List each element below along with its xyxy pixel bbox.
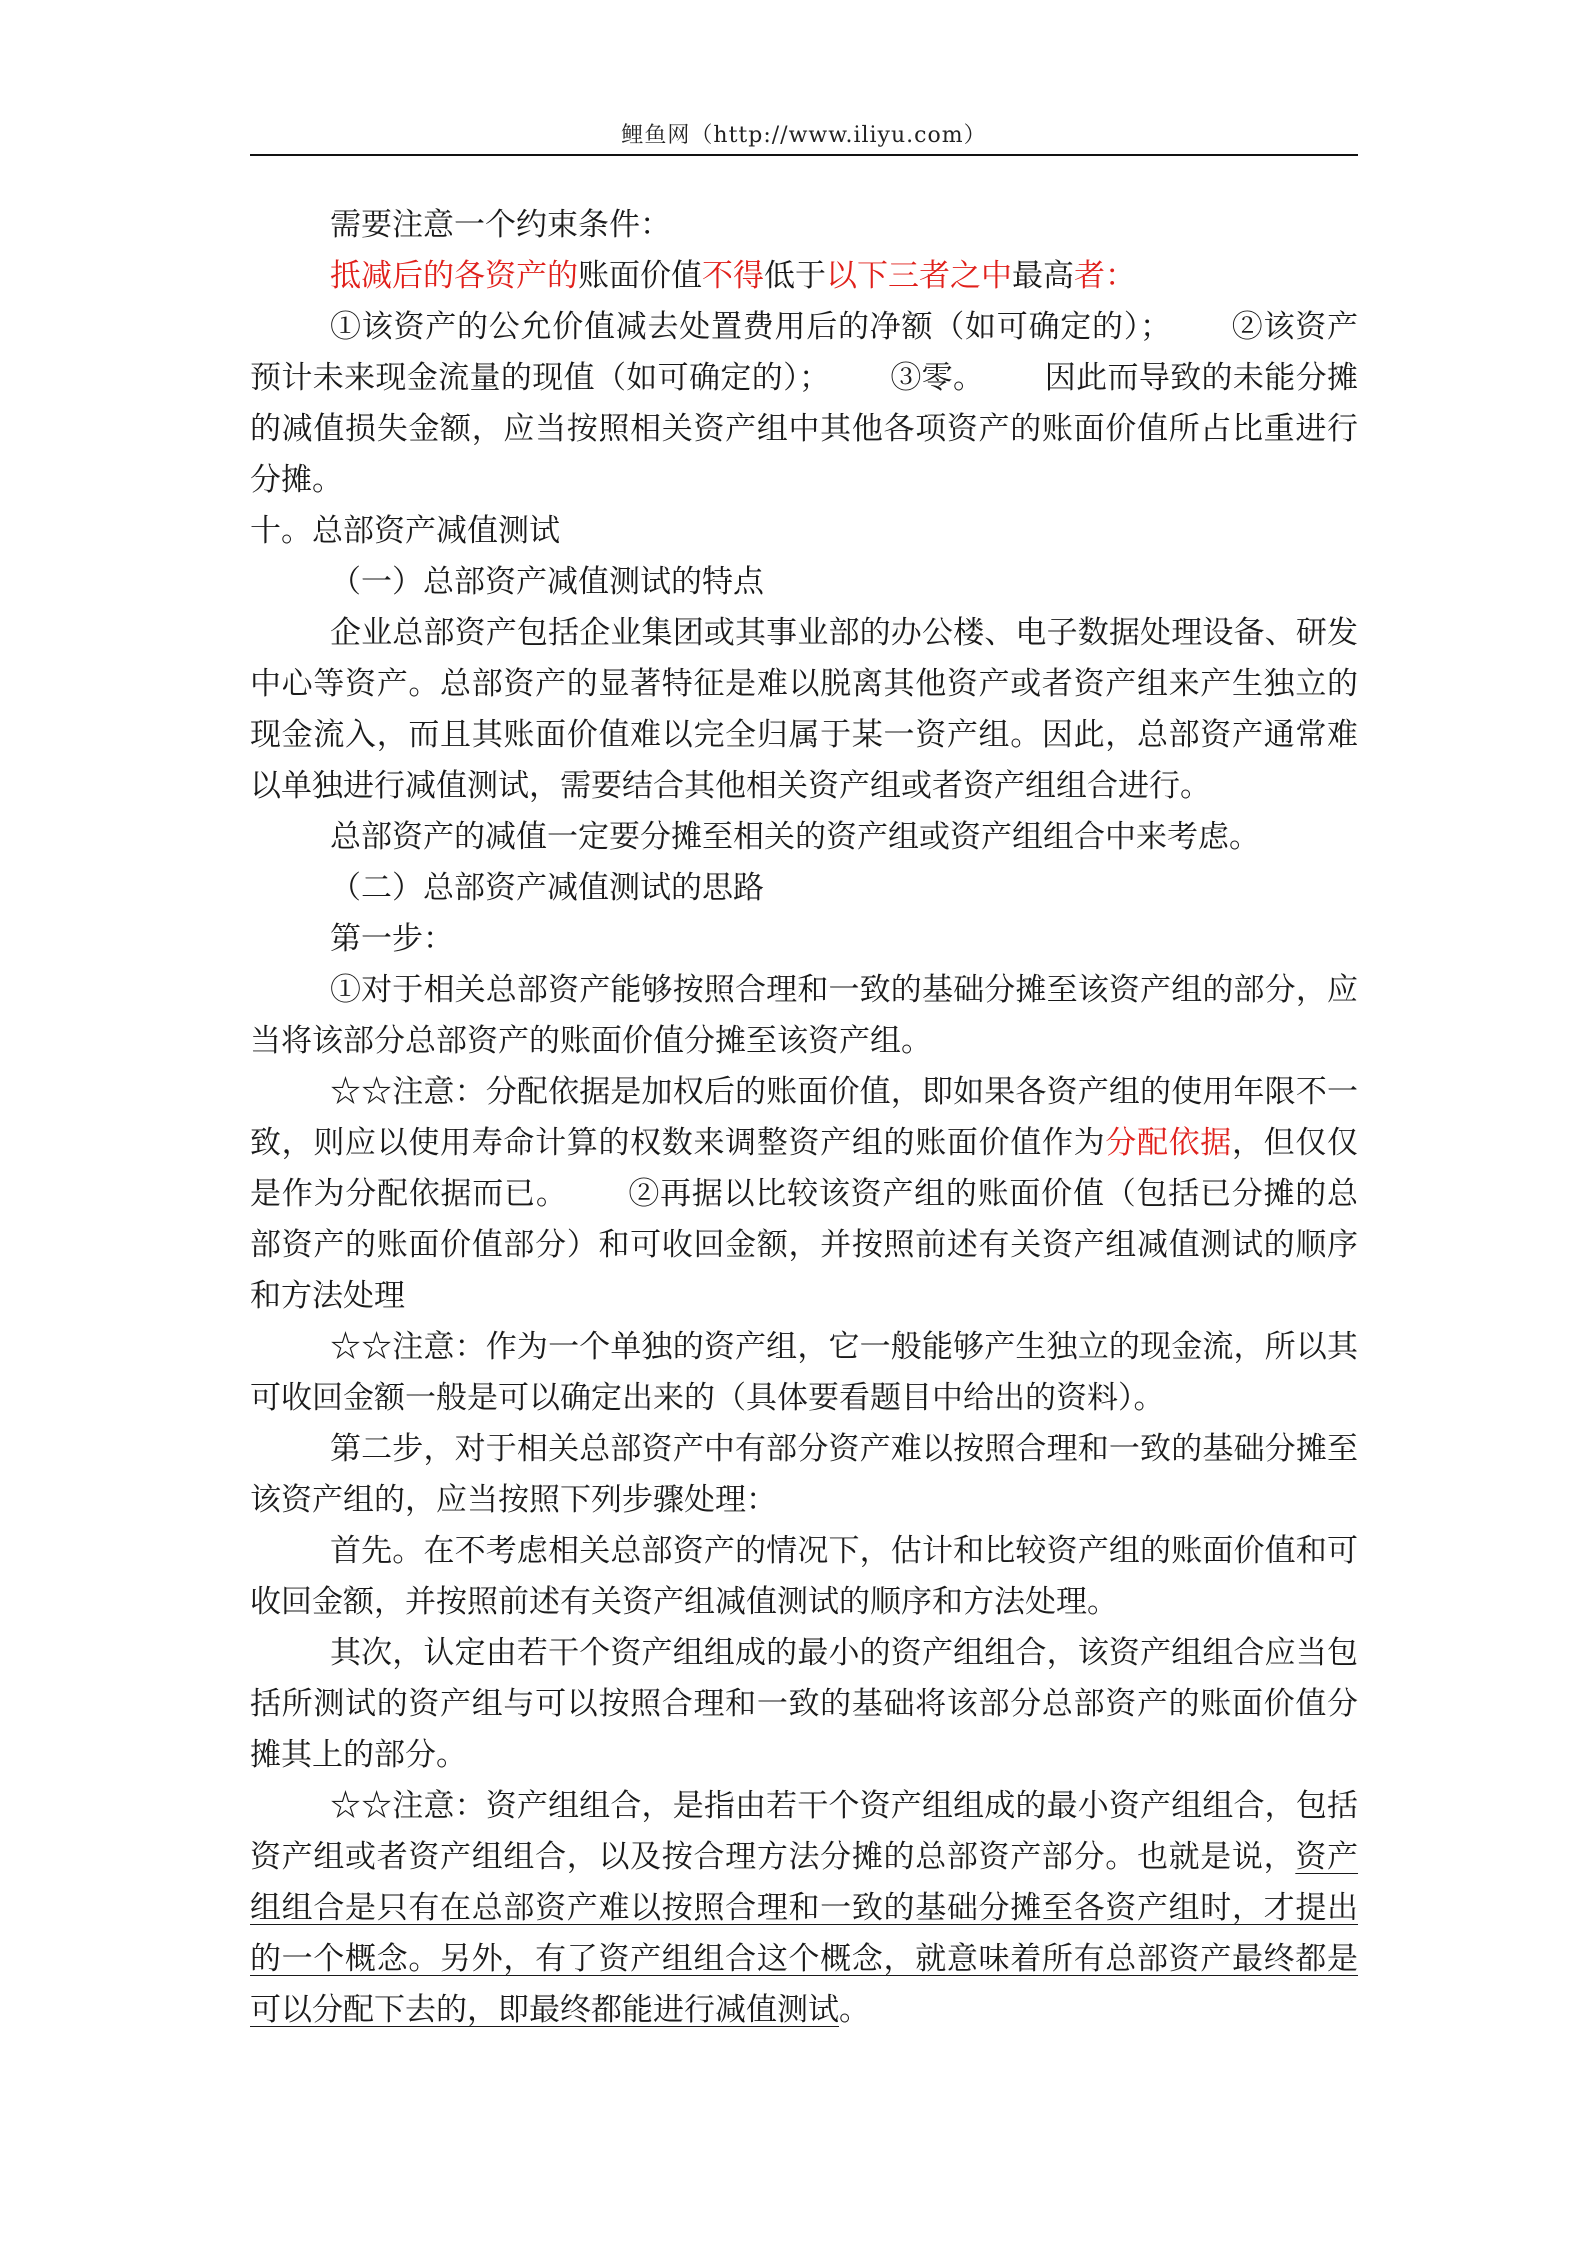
step-1-item-2-text: ②再据以比较该资产组的账面价值（包括已分摊的总部资产的账面价值部分）和可收回金额，并按照前述有关资产组减值测试的顺序和方法处理 xyxy=(250,1176,1358,1314)
plain-text: ，但仅仅是作为分配依据而已。 xyxy=(250,1125,1359,1212)
allocation-text: 因此而导致的未能分摊的减值损失金额，应当按照相关资产组中其他各项资产的账面价值所占比重进行分摊。 xyxy=(250,360,1358,498)
paragraph-constraint-intro: 需要注意一个约束条件： xyxy=(330,207,671,243)
paragraph-hq-assets-allocation: 总部资产的减值一定要分摊至相关的资产组或资产组组合中来考虑。 xyxy=(330,819,1260,855)
subsection-heading-2: （二）总部资产减值测试的思路 xyxy=(330,870,764,906)
highlight-text: 分配依据 xyxy=(1105,1125,1232,1161)
paragraph-step-2: 第二步，对于相关总部资产中有部分资产难以按照合理和一致的基础分摊至该资产组的，应当按照下列步骤处理： xyxy=(250,1431,1358,1518)
underlined-text: 资产组组合是只有在总部资产难以按照合理和一致的基础分摊至各资产组时，才提出的一个概念。另外，有了资产组组合这个概念，就意味着所有总部资产最终都是可以分配下去的，即最终都能进行减值测试 xyxy=(250,1839,1359,2028)
section-heading-10: 十。总部资产减值测试 xyxy=(250,513,560,549)
paragraph-note-allocation-basis xyxy=(250,1067,1358,1322)
plain-text: 低于 xyxy=(764,258,826,294)
paragraph-constraint-rule xyxy=(250,251,1358,302)
plain-text: 最高 xyxy=(1012,258,1074,294)
step-1-heading: 第一步： xyxy=(330,921,454,957)
paragraph-constraint-items xyxy=(250,302,1358,506)
paragraph-hq-assets-definition: 企业总部资产包括企业集团或其事业部的办公楼、电子数据处理设备、研发中心等资产。总部资产的显著特征是难以脱离其他资产或者资产组来产生独立的现金流入，而且其账面价值难以完全归属于某一资产组。因此，总部资产通常难以单独进行减值测试，需要结合其他相关资产组或者资产组组合进行。 xyxy=(250,615,1358,804)
item-1-text: ①该资产的公允价值减去处置费用后的净额（如可确定的）； xyxy=(330,309,1171,345)
plain-text: ☆☆注意：资产组组合，是指由若干个资产组组成的最小资产组组合，包括资产组或者资产组组合，以及按合理方法分摊的总部资产部分。也就是说， xyxy=(250,1788,1358,1875)
item-3-text: ③零。 xyxy=(889,360,985,396)
paragraph-note-asset-group-portfolio xyxy=(250,1781,1358,2036)
paragraph-note-cash-flow: ☆☆注意：作为一个单独的资产组，它一般能够产生独立的现金流，所以其可收回金额一般是可以确定出来的（具体要看题目中给出的资料）。 xyxy=(250,1329,1358,1416)
highlight-text: 不得 xyxy=(702,258,764,294)
plain-text: 。 xyxy=(839,1992,870,2028)
page-header: 鲤鱼网（http://www.iliyu.com） xyxy=(621,123,987,148)
paragraph-step-2-second: 其次，认定由若干个资产组组成的最小的资产组组合，该资产组组合应当包括所测试的资产组与可以按照合理和一致的基础将该部分总部资产的账面价值分摊其上的部分。 xyxy=(250,1635,1358,1773)
highlight-text: 者： xyxy=(1074,258,1136,294)
paragraph-step-1-item-1: ①对于相关总部资产能够按照合理和一致的基础分摊至该资产组的部分，应当将该部分总部资产的账面价值分摊至该资产组。 xyxy=(250,972,1358,1059)
item-2-text: ②该资产预计未来现金流量的现值（如可确定的）； xyxy=(250,309,1358,396)
subsection-heading-1: （一）总部资产减值测试的特点 xyxy=(330,564,764,600)
highlight-text: 抵减后的各资产的 xyxy=(330,258,578,294)
highlight-text: 以下三者之中 xyxy=(826,258,1012,294)
plain-text: ☆☆注意：分配依据是加权后的账面价值，即如果各资产组的使用年限不一致，则应以使用寿命计算的权数来调整资产组的账面价值作为 xyxy=(250,1074,1358,1161)
paragraph-step-2-first: 首先。在不考虑相关总部资产的情况下，估计和比较资产组的账面价值和可收回金额，并按照前述有关资产组减值测试的顺序和方法处理。 xyxy=(250,1533,1358,1620)
header-divider xyxy=(250,154,1358,156)
plain-text: 账面价值 xyxy=(578,258,702,294)
document-body xyxy=(250,200,1358,2036)
